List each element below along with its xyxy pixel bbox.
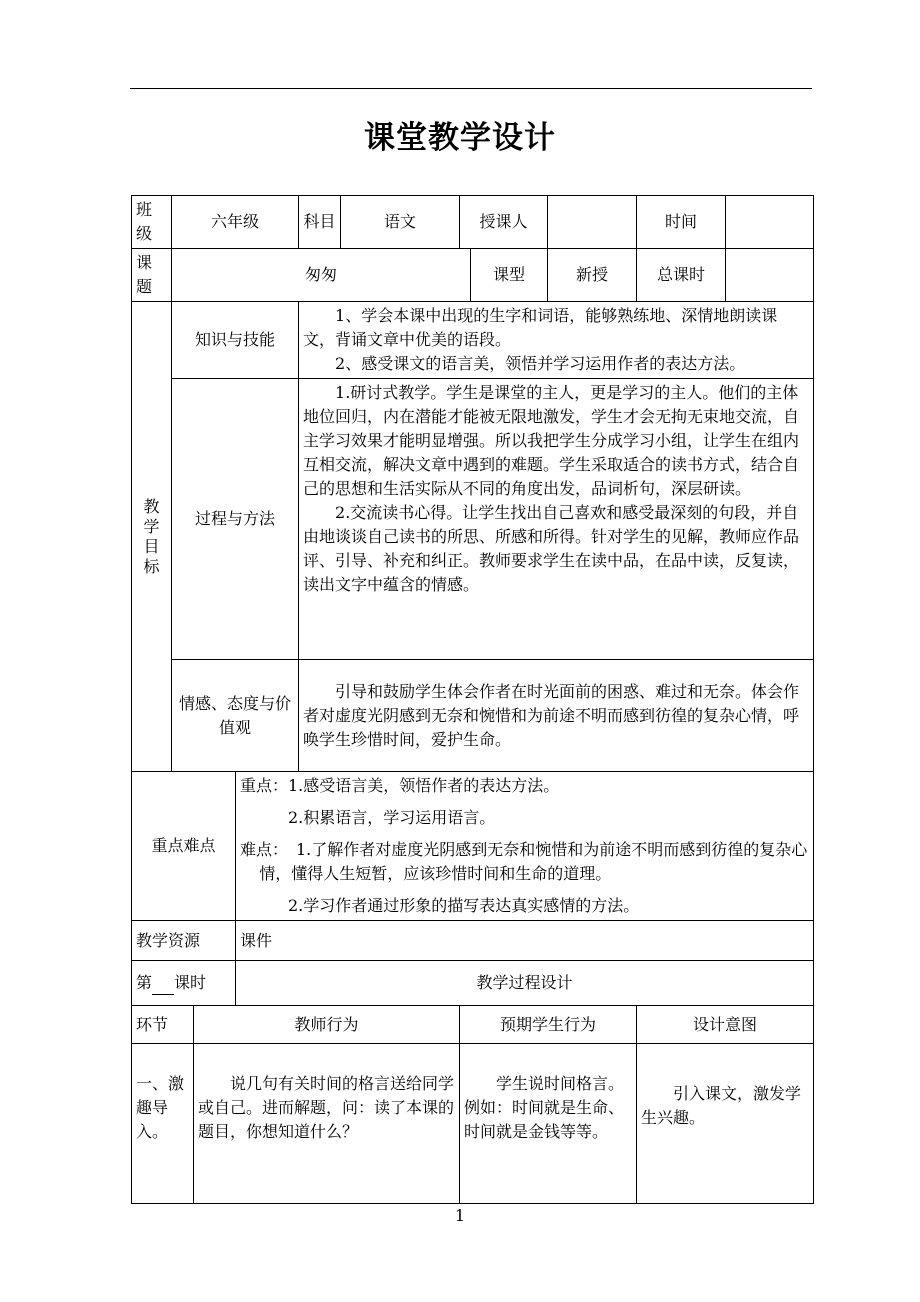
session-row <box>132 961 814 1006</box>
lesson-type-label: 课型 <box>471 249 548 302</box>
emotion-paragraph: 引导和鼓励学生体会作者在时光面前的困惑、难过和无奈。体会作者对虚度光阴感到无奈和惋惜和为前途不明而感到彷徨的复杂心情，呼唤学生珍惜时间，爱护生命。 <box>303 681 800 749</box>
difficulty-line-1: 难点： 1.了解作者对虚度光阴感到无奈和惋惜和为前途不明而感到彷徨的复杂心情，懂得人生短暂，应该珍惜时间和生命的道理。 <box>240 840 808 883</box>
lesson-step-row <box>132 1044 814 1204</box>
key-points-row <box>132 772 814 921</box>
lesson-plan-table <box>131 195 814 1204</box>
focus-line-1: 重点：1.感受语言美，领悟作者的表达方法。 <box>240 776 560 795</box>
emotion-label: 情感、态度与价值观 <box>172 660 299 772</box>
process-label: 过程与方法 <box>172 379 299 660</box>
total-hours-label: 总课时 <box>637 249 726 302</box>
student-action-line-2: 例如：时间就是生命、时间就是金钱等等。 <box>464 1098 625 1141</box>
key-points-content <box>236 772 814 921</box>
resources-value: 课件 <box>236 921 814 961</box>
teacher-action-cell <box>194 1044 460 1204</box>
header-row-1 <box>132 196 814 249</box>
total-hours-value <box>726 249 814 302</box>
col-intent-header: 设计意图 <box>637 1006 814 1044</box>
class-label: 班级 <box>132 196 172 249</box>
time-label: 时间 <box>637 196 726 249</box>
student-action-line-1: 学生说时间格言。 <box>496 1074 625 1093</box>
session-suffix: 课时 <box>174 973 207 992</box>
session-cell <box>132 961 236 1006</box>
resources-label: 教学资源 <box>132 921 236 961</box>
document-title: 课堂教学设计 <box>364 120 556 156</box>
student-action-cell <box>460 1044 637 1204</box>
knowledge-paragraph: 2、感受课文的语言美，领悟并学习运用作者的表达方法。 <box>335 354 746 373</box>
teacher-action-text: 说几句有关时间的格言送给同学或自己。进而解题，问：读了本课的题目，你想知道什么？ <box>198 1074 455 1141</box>
col-teacher-header: 教师行为 <box>194 1006 460 1044</box>
column-header-row <box>132 1006 814 1044</box>
focus-line-2: 2.积累语言，学习运用语言。 <box>288 808 496 827</box>
topic-value: 匆匆 <box>172 249 471 302</box>
time-value <box>726 196 814 249</box>
topic-label: 课题 <box>132 249 172 302</box>
objective-process-row <box>132 379 814 660</box>
resources-row <box>132 921 814 961</box>
header-rule <box>130 88 812 89</box>
lesson-type-value: 新授 <box>548 249 637 302</box>
session-number-blank <box>152 976 174 995</box>
subject-value: 语文 <box>341 196 460 249</box>
process-design-title: 教学过程设计 <box>236 961 814 1006</box>
knowledge-paragraph: 1、学会本课中出现的生字和词语，能够熟练地、深情地朗读课文，背诵文章中优美的语段。 <box>303 306 778 349</box>
subject-label: 科目 <box>299 196 341 249</box>
process-paragraph: 1.研讨式教学。学生是课堂的主人，更是学习的主人。他们的主体地位回归，内在潜能才能被无限地激发，学生才会无拘无束地交流，自主学习效果才能明显增强。所以我把学生分成学习小组，让学生在组内互相交流，解决文章中遇到的难题。学生采取适合的读书方式，结合自己的思想和生活实际从不同的角度出发，品词析句，深层研读。 <box>303 383 800 498</box>
knowledge-label: 知识与技能 <box>172 302 299 379</box>
objective-emotion-row <box>132 660 814 772</box>
teacher-value <box>548 196 637 249</box>
objectives-label: 教学目标 <box>132 302 172 772</box>
header-row-2 <box>132 249 814 302</box>
design-intent-text: 引入课文，激发学生兴趣。 <box>641 1084 802 1127</box>
col-stage-header: 环节 <box>132 1006 194 1044</box>
class-value: 六年级 <box>172 196 299 249</box>
col-student-header: 预期学生行为 <box>460 1006 637 1044</box>
stage-cell: 一、激趣导入。 <box>132 1044 194 1204</box>
emotion-content <box>299 660 814 772</box>
design-intent-cell <box>637 1044 814 1204</box>
key-points-label: 重点难点 <box>132 772 236 921</box>
teacher-label: 授课人 <box>460 196 548 249</box>
process-content <box>299 379 814 660</box>
page-number: 1 <box>454 1206 466 1225</box>
objective-knowledge-row <box>132 302 814 379</box>
session-prefix: 第 <box>136 973 153 992</box>
process-paragraph: 2.交流读书心得。让学生找出自己喜欢和感受最深刻的句段，并自由地谈谈自己读书的所思、所感和所得。针对学生的见解，教师应作品评、引导、补充和纠正。教师要求学生在读中品，在品中读，反复读，读出文字中蕴含的情感。 <box>303 503 800 594</box>
difficulty-line-2: 2.学习作者通过形象的描写表达真实感情的方法。 <box>288 896 640 915</box>
knowledge-content <box>299 302 814 379</box>
